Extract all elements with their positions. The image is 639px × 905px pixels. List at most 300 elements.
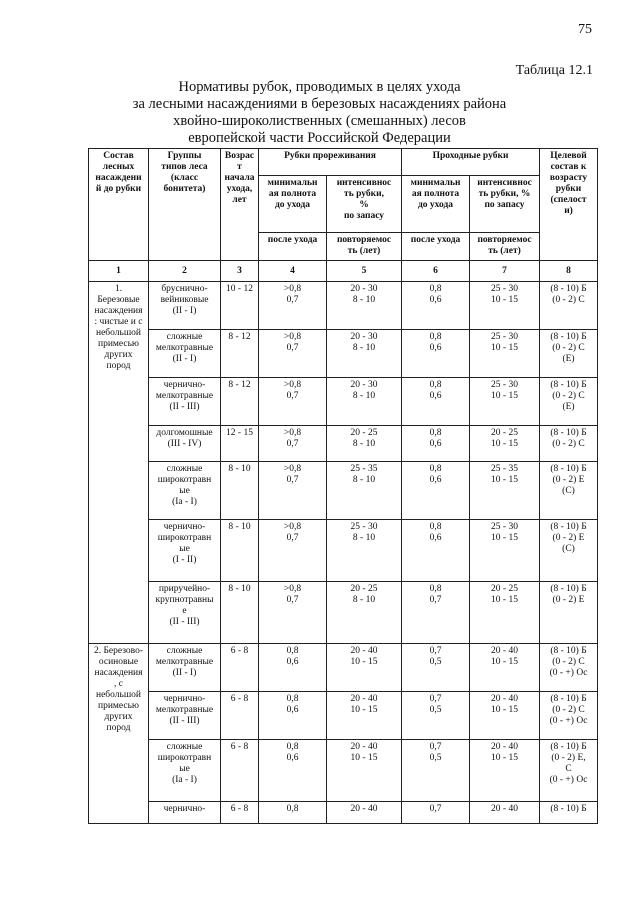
passage-min-density-cell <box>402 426 470 462</box>
text-line: 0,7 <box>429 595 442 605</box>
text-line: >0,8 <box>283 464 302 474</box>
text-line: ть рубки, <box>344 189 384 199</box>
forest-type-cell <box>149 740 221 802</box>
text-line: 0,7 <box>429 694 442 704</box>
text-line: (спелост <box>550 195 587 205</box>
passage-min-density-cell <box>402 520 470 582</box>
age-cell: 12 - 15 <box>221 426 259 462</box>
min-density-cell <box>259 644 327 692</box>
min-density-cell <box>259 582 327 644</box>
text-line: 8 - 10 <box>352 295 376 305</box>
text-line: 0,8 <box>286 804 299 814</box>
forest-type-cell <box>149 520 221 582</box>
passage-min-density-cell <box>402 692 470 740</box>
text-line: долгомошные <box>156 428 213 438</box>
text-line: (8 - 10) Б <box>550 804 587 814</box>
intensity-cell <box>327 330 402 378</box>
text-line: 0,8 <box>429 284 442 294</box>
text-line: (8 - 10) Б <box>550 284 587 294</box>
min-density-cell <box>259 802 327 824</box>
column-number: 5 <box>327 261 402 282</box>
text-line: 2. Березово- <box>93 646 144 656</box>
header-composition <box>89 149 149 261</box>
text-line: 8 - 10 <box>352 475 376 485</box>
text-line: интенсивнос <box>477 178 532 188</box>
text-line: 0,6 <box>286 753 299 763</box>
text-line: (0 - +) Ос <box>549 668 588 678</box>
text-line: (0 - 2) С <box>552 295 585 305</box>
text-line: 1. <box>114 284 123 294</box>
min-density-cell <box>259 282 327 330</box>
text-line: Березовые <box>97 295 140 305</box>
text-line: 0,7 <box>429 646 442 656</box>
forest-type-cell <box>149 462 221 520</box>
title-line: Нормативы рубок, проводимых в целях ухода <box>178 79 461 95</box>
text-line: 0,7 <box>286 343 299 353</box>
text-line: 20 - 40 <box>350 804 378 814</box>
min-density-cell <box>259 426 327 462</box>
text-line: примесью <box>97 339 140 349</box>
text-line: 10 - 15 <box>350 753 378 763</box>
text-line: 25 - 35 <box>350 464 378 474</box>
text-line: рубки <box>555 184 582 194</box>
text-line: 0,8 <box>429 522 442 532</box>
text-line: ть (лет) <box>347 246 381 256</box>
passage-intensity-cell <box>470 378 540 426</box>
age-cell: 6 - 8 <box>221 692 259 740</box>
passage-min-density-cell <box>402 330 470 378</box>
header-repeat-passage <box>470 233 540 261</box>
text-line: (II - I) <box>172 354 197 364</box>
text-line: 10 - 15 <box>491 705 518 715</box>
text-line: ть (лет) <box>488 246 521 256</box>
text-line: , с <box>114 679 123 689</box>
text-line: 8 - 10 <box>352 391 376 401</box>
age-cell: 6 - 8 <box>221 740 259 802</box>
text-line: по запасу <box>343 211 385 221</box>
table-row <box>89 582 598 644</box>
target-composition-cell <box>540 740 598 802</box>
min-density-cell <box>259 692 327 740</box>
header-repeat <box>327 233 402 261</box>
column-number: 4 <box>259 261 327 282</box>
passage-min-density-cell <box>402 802 470 824</box>
text-line: 10 - 15 <box>491 343 518 353</box>
text-line: >0,8 <box>283 284 302 294</box>
passage-min-density-cell <box>402 582 470 644</box>
text-line: 10 - 15 <box>491 595 518 605</box>
text-line: 20 - 40 <box>350 694 378 704</box>
text-line: широкотравн <box>157 475 212 485</box>
column-numbers-row <box>89 261 598 282</box>
text-line: е <box>182 606 187 616</box>
passage-intensity-cell <box>470 426 540 462</box>
forest-type-cell <box>149 692 221 740</box>
text-line: 8 - 10 <box>352 533 376 543</box>
text-line: (0 - 2) Е <box>552 533 585 543</box>
text-line: 0,7 <box>429 804 442 814</box>
table-body <box>89 282 598 824</box>
text-line: 20 - 40 <box>350 742 378 752</box>
column-number: 3 <box>221 261 259 282</box>
text-line: 0,8 <box>286 646 299 656</box>
title-line: хвойно-широколиственных (смешанных) лесов <box>173 113 466 129</box>
text-line: Группы <box>167 151 202 161</box>
text-line: до ухода <box>274 200 311 210</box>
text-line: (Е) <box>562 354 575 364</box>
text-line: 20 - 25 <box>350 428 378 438</box>
target-composition-cell <box>540 426 598 462</box>
table-row <box>89 692 598 740</box>
text-line: 0,6 <box>429 391 442 401</box>
text-line: (0 - 2) Е <box>552 475 585 485</box>
text-line: 0,5 <box>429 705 442 715</box>
text-line: 0,7 <box>429 742 442 752</box>
target-composition-cell <box>540 282 598 330</box>
text-line: 10 - 15 <box>491 475 518 485</box>
text-line: (0 - 2) Е <box>552 595 585 605</box>
table-row <box>89 426 598 462</box>
text-line: 0,8 <box>286 694 299 704</box>
text-line: (8 - 10) Б <box>550 380 587 390</box>
passage-min-density-cell <box>402 378 470 426</box>
text-line: бруснично- <box>161 284 208 294</box>
age-cell: 10 - 12 <box>221 282 259 330</box>
text-line: чернично- <box>163 804 206 814</box>
column-number: 7 <box>470 261 540 282</box>
min-density-cell <box>259 740 327 802</box>
table-row <box>89 802 598 824</box>
passage-min-density-cell <box>402 740 470 802</box>
passage-intensity-cell <box>470 462 540 520</box>
text-line: (II - III) <box>169 617 200 627</box>
text-line: бонитета) <box>163 184 206 194</box>
text-line: ухода, <box>226 184 253 194</box>
text-line: (0 - 2) С <box>552 705 585 715</box>
text-line: 10 - 15 <box>491 295 518 305</box>
text-line: 20 - 40 <box>491 742 518 752</box>
text-line: (8 - 10) Б <box>550 584 587 594</box>
text-line: 10 - 15 <box>350 705 378 715</box>
table-header <box>89 149 598 282</box>
text-line: чернично- <box>163 380 206 390</box>
text-line: 10 - 15 <box>350 657 378 667</box>
text-line: других <box>104 712 133 722</box>
text-line: 10 - 15 <box>491 657 518 667</box>
min-density-cell <box>259 520 327 582</box>
text-line: С <box>565 764 572 774</box>
title-line: за лесными насаждениями в березовых насаждениях района <box>132 96 507 112</box>
text-line: 20 - 30 <box>350 284 378 294</box>
text-line: % <box>359 200 369 210</box>
text-line: приручейно- <box>158 584 211 594</box>
norms-table <box>88 148 598 824</box>
forest-type-cell <box>149 426 221 462</box>
text-line: (II - I) <box>172 306 197 316</box>
age-cell: 8 - 12 <box>221 378 259 426</box>
text-line: (Ia - I) <box>172 775 197 785</box>
passage-intensity-cell <box>470 802 540 824</box>
text-line: >0,8 <box>283 584 302 594</box>
target-composition-cell <box>540 330 598 378</box>
text-line: 0,6 <box>429 439 442 449</box>
intensity-cell <box>327 378 402 426</box>
text-line: 0,7 <box>286 475 299 485</box>
text-line: ая полнота <box>411 189 460 199</box>
forest-type-cell <box>149 644 221 692</box>
text-line: сложные <box>166 646 203 656</box>
text-line: 20 - 40 <box>491 804 518 814</box>
text-line: (0 - 2) С <box>552 391 585 401</box>
text-line: сложные <box>166 464 203 474</box>
passage-intensity-cell <box>470 582 540 644</box>
text-line: мелкотравные <box>155 705 214 715</box>
table-row <box>89 282 598 330</box>
target-composition-cell <box>540 692 598 740</box>
text-line: начала <box>224 173 255 183</box>
text-line: до ухода <box>417 200 454 210</box>
text-line: 0,6 <box>429 475 442 485</box>
header-intensity-thinning <box>327 176 402 233</box>
text-line: ые <box>179 544 190 554</box>
target-composition-cell <box>540 378 598 426</box>
intensity-cell <box>327 520 402 582</box>
age-cell: 8 - 10 <box>221 520 259 582</box>
text-line: (I - II) <box>172 555 197 565</box>
text-line: и) <box>564 206 573 216</box>
text-line: повторяемос <box>477 235 532 245</box>
text-line: (0 - 2) Е, <box>551 753 586 763</box>
text-line: 0,5 <box>429 753 442 763</box>
forest-type-cell <box>149 378 221 426</box>
text-line: 20 - 25 <box>350 584 378 594</box>
text-line: 0,6 <box>429 533 442 543</box>
text-line: 20 - 40 <box>350 646 378 656</box>
min-density-cell <box>259 330 327 378</box>
text-line: >0,8 <box>283 428 302 438</box>
passage-min-density-cell <box>402 462 470 520</box>
text-line: >0,8 <box>283 380 302 390</box>
text-line: (Е) <box>562 402 575 412</box>
min-density-cell <box>259 462 327 520</box>
table-row <box>89 330 598 378</box>
text-line: интенсивнос <box>336 178 392 188</box>
target-composition-cell <box>540 582 598 644</box>
passage-intensity-cell <box>470 282 540 330</box>
text-line: 25 - 30 <box>491 522 518 532</box>
text-line: 0,7 <box>286 439 299 449</box>
text-line: по запасу <box>484 200 525 210</box>
header-forest-type <box>149 149 221 261</box>
forest-type-cell <box>149 582 221 644</box>
text-line: небольшой <box>96 328 141 338</box>
text-line: 25 - 30 <box>491 332 518 342</box>
text-line: чернично- <box>163 694 206 704</box>
text-line: (С) <box>562 544 575 554</box>
passage-intensity-cell <box>470 644 540 692</box>
text-line: ые <box>179 486 190 496</box>
text-line: 0,8 <box>429 332 442 342</box>
text-line: мелкотравные <box>155 657 214 667</box>
passage-intensity-cell <box>470 692 540 740</box>
text-line: 10 - 15 <box>491 533 518 543</box>
text-line: 8 - 10 <box>352 439 376 449</box>
composition-cell <box>89 282 149 644</box>
text-line: крупнотравны <box>155 595 214 605</box>
text-line: (II - III) <box>169 716 200 726</box>
text-line: ая полнота <box>268 189 317 199</box>
header-passage: Проходные рубки <box>402 149 540 176</box>
text-line: 8 - 10 <box>352 595 376 605</box>
age-cell: 8 - 12 <box>221 330 259 378</box>
text-line: вейниковые <box>160 295 209 305</box>
text-line: 0,8 <box>286 742 299 752</box>
intensity-cell <box>327 740 402 802</box>
text-line: (8 - 10) Б <box>550 694 587 704</box>
text-line: 25 - 30 <box>491 284 518 294</box>
header-thinning: Рубки прореживания <box>259 149 402 176</box>
text-line: осиновые <box>98 657 139 667</box>
text-line: (III - IV) <box>167 439 202 449</box>
text-line: возрасту <box>549 173 588 183</box>
text-line: небольшой <box>96 690 141 700</box>
text-line: (II - I) <box>172 668 197 678</box>
text-line: 0,8 <box>429 428 442 438</box>
target-composition-cell <box>540 802 598 824</box>
text-line: лет <box>232 195 247 205</box>
table-label: Таблица 12.1 <box>515 63 593 78</box>
text-line: ть рубки, % <box>478 189 531 199</box>
text-line: сложные <box>166 332 203 342</box>
intensity-cell <box>327 692 402 740</box>
header-target <box>540 149 598 261</box>
text-line: 8 - 10 <box>352 343 376 353</box>
text-line: мелкотравные <box>155 391 214 401</box>
text-line: сложные <box>166 742 203 752</box>
text-line: типов леса <box>161 162 208 172</box>
text-line: 0,7 <box>286 391 299 401</box>
text-line: (8 - 10) Б <box>550 464 587 474</box>
text-line: 20 - 25 <box>491 584 518 594</box>
composition-cell <box>89 644 149 824</box>
intensity-cell <box>327 644 402 692</box>
text-line: Возрас <box>224 151 255 161</box>
table-row <box>89 462 598 520</box>
text-line: повторяемос <box>336 235 392 245</box>
text-line: (8 - 10) Б <box>550 522 587 532</box>
text-line: 10 - 15 <box>491 439 518 449</box>
passage-intensity-cell <box>470 520 540 582</box>
text-line: других <box>104 350 133 360</box>
text-line: 0,7 <box>286 533 299 543</box>
text-line: 0,6 <box>286 657 299 667</box>
text-line: 25 - 30 <box>491 380 518 390</box>
text-line: пород <box>106 723 131 733</box>
text-line: насаждени <box>95 173 142 183</box>
text-line: (8 - 10) Б <box>550 428 587 438</box>
text-line: примесью <box>97 701 140 711</box>
text-line: (8 - 10) Б <box>550 742 587 752</box>
passage-min-density-cell <box>402 644 470 692</box>
text-line: насаждения <box>94 668 143 678</box>
intensity-cell <box>327 282 402 330</box>
table-row <box>89 644 598 692</box>
text-line: ые <box>179 764 190 774</box>
text-line: (8 - 10) Б <box>550 332 587 342</box>
target-composition-cell <box>540 520 598 582</box>
text-line: чернично- <box>163 522 206 532</box>
text-line: (II - III) <box>169 402 200 412</box>
text-line: т <box>237 162 242 172</box>
text-line: лесных <box>102 162 135 172</box>
text-line: (0 - 2) С <box>552 439 585 449</box>
passage-intensity-cell <box>470 330 540 378</box>
column-number: 1 <box>89 261 149 282</box>
forest-type-cell <box>149 802 221 824</box>
target-composition-cell <box>540 462 598 520</box>
table-row <box>89 378 598 426</box>
text-line: 10 - 15 <box>491 391 518 401</box>
text-line: (8 - 10) Б <box>550 646 587 656</box>
text-line: 0,8 <box>429 584 442 594</box>
table-title <box>0 79 639 147</box>
header-intensity-passage <box>470 176 540 233</box>
text-line: состав к <box>550 162 587 172</box>
text-line: 0,7 <box>286 295 299 305</box>
text-line: й до рубки <box>95 184 142 194</box>
text-line: насаждения <box>94 306 143 316</box>
header-after-care: после ухода <box>259 233 327 261</box>
column-number: 6 <box>402 261 470 282</box>
text-line: (0 - 2) С <box>552 657 585 667</box>
intensity-cell <box>327 426 402 462</box>
header-min-density-passage <box>402 176 470 233</box>
page-number: 75 <box>578 22 592 37</box>
text-line: 0,8 <box>429 464 442 474</box>
text-line: минимальн <box>410 178 461 188</box>
text-line: 25 - 30 <box>350 522 378 532</box>
text-line: (Ia - I) <box>172 497 197 507</box>
text-line: (класс <box>170 173 199 183</box>
text-line: Целевой <box>550 151 587 161</box>
text-line: 20 - 30 <box>350 332 378 342</box>
text-line: (0 - 2) С <box>552 343 585 353</box>
text-line: >0,8 <box>283 522 302 532</box>
text-line: широкотравн <box>157 533 212 543</box>
text-line: 20 - 40 <box>491 646 518 656</box>
age-cell: 6 - 8 <box>221 644 259 692</box>
text-line: (С) <box>562 486 575 496</box>
forest-type-cell <box>149 330 221 378</box>
age-cell: 8 - 10 <box>221 462 259 520</box>
text-line: >0,8 <box>283 332 302 342</box>
intensity-cell <box>327 462 402 520</box>
text-line: 20 - 40 <box>491 694 518 704</box>
intensity-cell <box>327 582 402 644</box>
text-line: 0,8 <box>429 380 442 390</box>
text-line: 20 - 25 <box>491 428 518 438</box>
text-line: 0,6 <box>429 343 442 353</box>
text-line: Состав <box>103 151 134 161</box>
passage-min-density-cell <box>402 282 470 330</box>
table-row <box>89 740 598 802</box>
text-line: минимальн <box>267 178 318 188</box>
text-line: : чистые и с <box>94 317 143 327</box>
header-after-care-passage: после ухода <box>402 233 470 261</box>
intensity-cell <box>327 802 402 824</box>
text-line: 0,6 <box>286 705 299 715</box>
title-line: европейской части Российской Федерации <box>188 130 451 146</box>
